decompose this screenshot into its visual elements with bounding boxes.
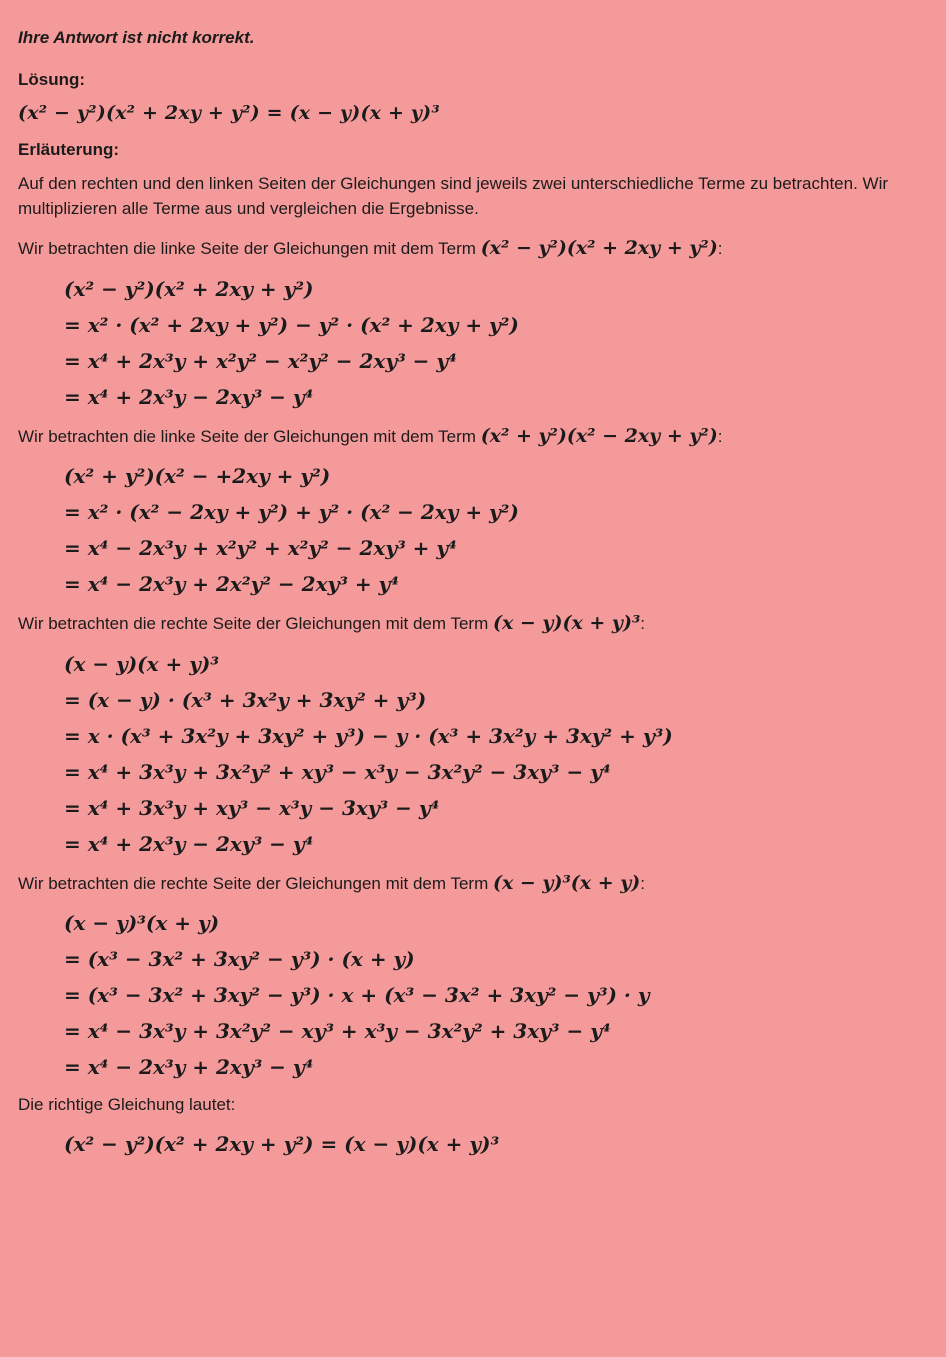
derivation-line: (x − y)³(x + y) bbox=[64, 911, 220, 936]
block-lead-text-2: Wir betrachten die linke Seite der Gleichungen mit dem Term bbox=[18, 426, 481, 446]
derivation-3 bbox=[18, 652, 922, 856]
block-lead-math-4: (x − y)³(x + y) bbox=[492, 871, 641, 894]
block-lead-text-1: Wir betrachten die linke Seite der Gleichungen mit dem Term bbox=[18, 239, 481, 259]
derivation-line: = x² · (x² − 2xy + y²) + y² · (x² − 2xy + y²) bbox=[64, 500, 519, 525]
derivation-line: = x⁴ + 2x³y − 2xy³ − y⁴ bbox=[64, 384, 314, 409]
block-lead-text-3: Wir betrachten die rechte Seite der Gleichungen mit dem Term bbox=[18, 614, 493, 634]
derivation-line: = x⁴ − 3x³y + 3x²y² − xy³ + x³y − 3x²y² + 3xy³ − y⁴ bbox=[64, 1019, 611, 1044]
solution-heading: Lösung: bbox=[18, 70, 86, 89]
derivation-line: = (x − y) · (x³ + 3x²y + 3xy² + y³) bbox=[64, 687, 427, 712]
block-lead-1 bbox=[18, 235, 922, 263]
block-lead-tail-3: : bbox=[640, 614, 646, 634]
derivation-line: (x² + y²)(x² − +2xy + y²) bbox=[64, 464, 331, 489]
block-lead-math-2: (x² + y²)(x² − 2xy + y²) bbox=[480, 424, 718, 447]
block-lead-tail-2: : bbox=[717, 426, 723, 446]
derivation-line: = x⁴ + 2x³y − 2xy³ − y⁴ bbox=[64, 831, 314, 856]
derivation-line: = x · (x³ + 3x²y + 3xy² + y³) − y · (x³ + 3x²y + 3xy² + y³) bbox=[64, 723, 673, 748]
derivation-line: (x² − y²)(x² + 2xy + y²) bbox=[64, 276, 314, 301]
block-lead-text-4: Wir betrachten die rechte Seite der Gleichungen mit dem Term bbox=[18, 873, 493, 893]
derivation-line: = (x³ − 3x² + 3xy² − y³) · x + (x³ − 3x² + 3xy² − y³) · y bbox=[64, 983, 650, 1008]
block-lead-tail-1: : bbox=[717, 239, 723, 259]
explanation-heading: Erläuterung: bbox=[18, 140, 120, 159]
block-lead-math-1: (x² − y²)(x² + 2xy + y²) bbox=[480, 237, 718, 260]
derivation-2 bbox=[18, 464, 922, 596]
derivation-line: = (x³ − 3x² + 3xy² − y³) · (x + y) bbox=[64, 947, 415, 972]
derivation-line: (x − y)(x + y)³ bbox=[64, 651, 220, 676]
conclusion-equation: (x² − y²)(x² + 2xy + y²) = (x − y)(x + y)³ bbox=[64, 1132, 500, 1157]
block-lead-3 bbox=[18, 610, 922, 638]
derivation-1 bbox=[18, 277, 922, 409]
derivation-line: = x⁴ + 2x³y + x²y² − x²y² − 2xy³ − y⁴ bbox=[64, 348, 457, 373]
conclusion-block bbox=[18, 1132, 922, 1156]
answer-status-text: Ihre Antwort ist nicht korrekt. bbox=[18, 28, 255, 47]
derivation-line: = x⁴ − 2x³y + 2x²y² − 2xy³ + y⁴ bbox=[64, 572, 399, 597]
block-lead-2 bbox=[18, 423, 922, 451]
derivation-line: = x² · (x² + 2xy + y²) − y² · (x² + 2xy + y²) bbox=[64, 312, 519, 337]
explanation-intro: Auf den rechten und den linken Seiten der Gleichungen sind jeweils zwei unterschiedliche Terme zu betrachten. Wir multiplizieren alle Terme aus und vergleichen die Ergebnisse. bbox=[18, 174, 889, 218]
derivation-line: = x⁴ − 2x³y + 2xy³ − y⁴ bbox=[64, 1055, 314, 1080]
solution-equation: (x² − y²)(x² + 2xy + y²) = (x − y)(x + y)³ bbox=[18, 102, 440, 124]
conclusion-text: Die richtige Gleichung lautet: bbox=[18, 1095, 236, 1115]
block-lead-4 bbox=[18, 870, 922, 898]
block-lead-tail-4: : bbox=[640, 873, 646, 893]
derivation-line: = x⁴ + 3x³y + xy³ − x³y − 3xy³ − y⁴ bbox=[64, 795, 440, 820]
derivation-4 bbox=[18, 911, 922, 1079]
block-lead-math-3: (x − y)(x + y)³ bbox=[492, 612, 641, 635]
derivation-line: = x⁴ − 2x³y + x²y² + x²y² − 2xy³ + y⁴ bbox=[64, 536, 457, 561]
derivation-line: = x⁴ + 3x³y + 3x²y² + xy³ − x³y − 3x²y² − 3xy³ − y⁴ bbox=[64, 759, 611, 784]
